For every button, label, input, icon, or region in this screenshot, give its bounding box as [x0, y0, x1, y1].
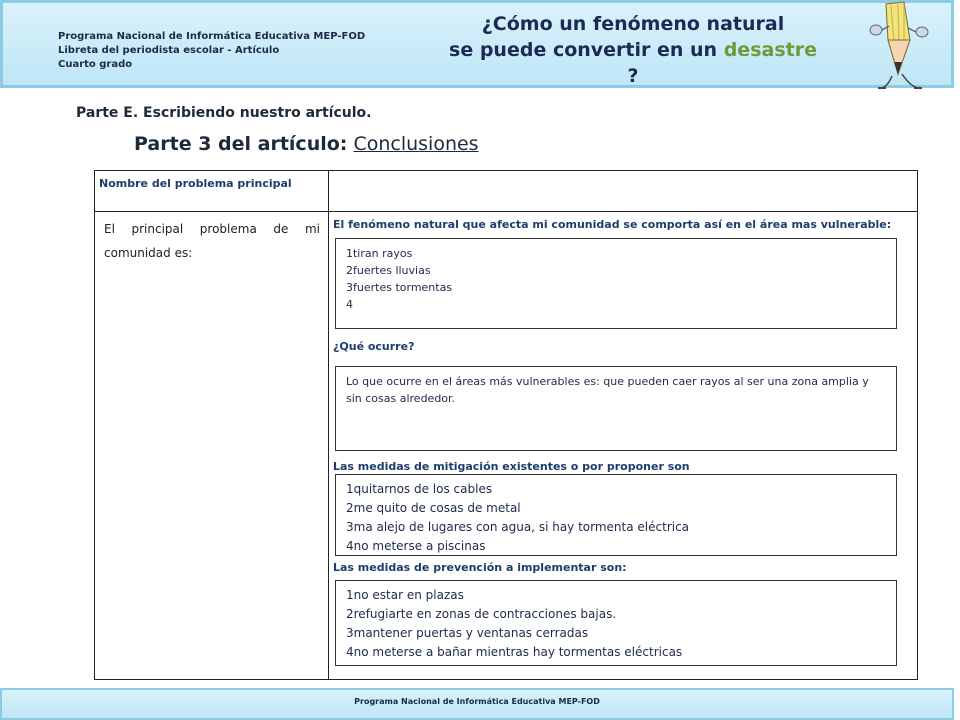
problem-name-label: Nombre del problema principal: [99, 177, 292, 190]
title-line-1: ¿Cómo un fenómeno natural: [481, 13, 785, 35]
prevention-label: Las medidas de prevención a implementar son:: [333, 561, 627, 574]
header-banner: [0, 0, 954, 88]
pencil-mascot-icon: [858, 0, 938, 96]
footer-banner: [0, 688, 954, 720]
program-line: Programa Nacional de Informática Educativa MEP-FOD: [58, 31, 366, 42]
title-highlight: desastre: [723, 39, 817, 61]
answer-text: Lo que ocurre en el áreas más vulnerables es: que pueden caer rayos al ser una zona amplia y sin cosas alrededor.: [346, 375, 869, 405]
phenomenon-answer-box[interactable]: [335, 238, 897, 329]
what-happens-label: ¿Qué ocurre?: [333, 340, 415, 353]
table-row-divider: [94, 211, 918, 212]
mitigation-label: Las medidas de mitigación existentes o por proponer son: [333, 460, 690, 473]
list-item: 4no meterse a bañar mientras hay tormentas eléctricas: [346, 645, 683, 659]
part-3-heading: [134, 133, 479, 155]
list-item: 4: [346, 298, 353, 311]
list-item: 2me quito de cosas de metal: [346, 501, 521, 515]
part-3-topic: Conclusiones: [353, 133, 479, 155]
program-info: [58, 30, 365, 72]
title-text-b: ?: [627, 65, 639, 87]
footer-text: Programa Nacional de Informática Educativa MEP-FOD: [354, 697, 600, 706]
program-line: Libreta del periodista escolar - Artículo: [58, 45, 280, 56]
list-item: 3ma alejo de lugares con agua, si hay tormenta eléctrica: [346, 520, 690, 534]
list-item: 2refugiarte en zonas de contracciones bajas.: [346, 607, 617, 621]
list-item: 1tiran rayos: [346, 247, 413, 260]
list-item: 1no estar en plazas: [346, 588, 464, 602]
part-e-heading: Parte E. Escribiendo nuestro artículo.: [76, 105, 372, 121]
prevention-answer-box[interactable]: [335, 580, 897, 666]
list-item: 4no meterse a piscinas: [346, 539, 486, 553]
phenomenon-label: El fenómeno natural que afecta mi comunidad se comporta así en el área mas vulnerable:: [333, 218, 892, 231]
list-item: 3mantener puertas y ventanas cerradas: [346, 626, 589, 640]
part-3-label: Parte 3 del artículo:: [134, 133, 348, 155]
program-line: Cuarto grado: [58, 59, 133, 70]
mitigation-answer-box[interactable]: [335, 474, 897, 556]
what-happens-answer-box[interactable]: [335, 366, 897, 451]
title-line-2: [443, 37, 823, 89]
list-item: 2fuertes lluvias: [346, 264, 431, 277]
title-text-a: se puede convertir en un: [449, 39, 724, 61]
list-item: 1quitarnos de los cables: [346, 482, 493, 496]
main-problem-question: El principal problema de mi comunidad es:: [104, 222, 320, 260]
list-item: 3fuertes tormentas: [346, 281, 453, 294]
page-title: [443, 11, 823, 89]
table-column-divider: [328, 170, 329, 680]
